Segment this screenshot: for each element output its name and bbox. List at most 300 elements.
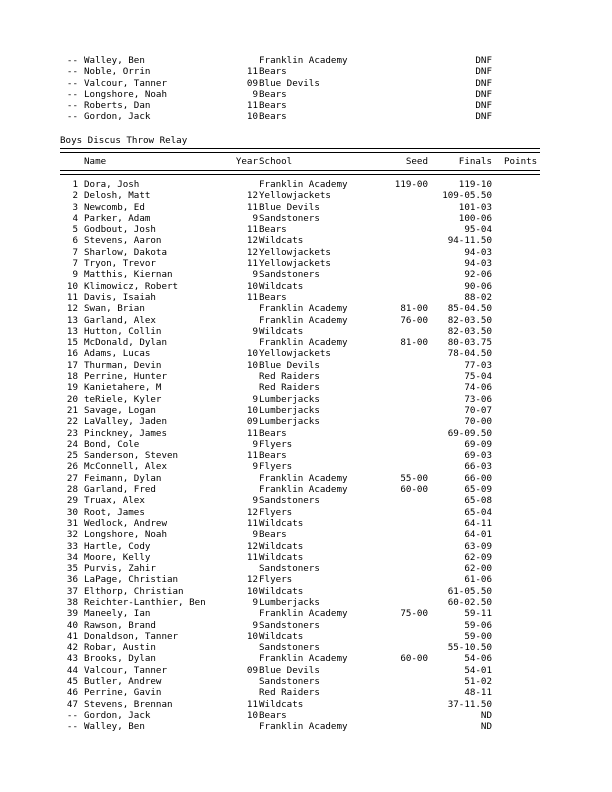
school-cell: Blue Devils — [259, 359, 320, 371]
place-cell: 23 — [66, 427, 78, 439]
school-cell: Bears — [259, 529, 287, 541]
place-cell: 4 — [72, 212, 78, 224]
table-row — [60, 326, 544, 337]
table-row — [60, 89, 544, 100]
school-cell: Lumberjacks — [259, 393, 320, 405]
header-rule-bottom — [60, 170, 540, 175]
place-cell: 21 — [66, 404, 78, 416]
table-row — [60, 235, 544, 246]
table-row — [60, 78, 544, 89]
athlete-name: Truax, Alex — [84, 495, 145, 507]
final-mark: 94-03 — [464, 246, 492, 258]
athlete-name: Walley, Ben — [84, 721, 145, 733]
school-cell: Wildcats — [259, 698, 304, 710]
final-mark: 109-05.50 — [442, 190, 492, 202]
place-cell: 1 — [72, 179, 78, 190]
place-cell: 24 — [66, 438, 78, 450]
school-cell: Bears — [259, 709, 287, 721]
athlete-name: Gordon, Jack — [84, 111, 151, 123]
athlete-name: Root, James — [84, 506, 145, 518]
school-cell: Sandstoners — [259, 495, 320, 507]
table-row — [60, 66, 544, 77]
athlete-name: Purvis, Zahir — [84, 563, 156, 575]
place-cell: 45 — [66, 676, 78, 688]
seed-cell: 75-00 — [400, 608, 428, 620]
final-mark: 69-09.50 — [447, 427, 492, 439]
place-cell: 28 — [66, 484, 78, 496]
year-cell: 9 — [252, 325, 258, 337]
school-cell: Yellowjackets — [259, 258, 331, 270]
table-row — [60, 665, 544, 676]
athlete-name: Perrine, Gavin — [84, 687, 162, 699]
final-mark: 62-00 — [464, 563, 492, 575]
seed-cell: 76-00 — [400, 314, 428, 326]
table-row — [60, 55, 544, 66]
school-cell: Bears — [259, 111, 287, 123]
school-cell: Wildcats — [259, 585, 304, 597]
final-mark: 94-11.50 — [447, 235, 492, 247]
place-cell: 13 — [66, 314, 78, 326]
table-row — [60, 529, 544, 540]
table-row — [60, 394, 544, 405]
final-mark: 59-11 — [464, 608, 492, 620]
school-cell: Bears — [259, 66, 287, 78]
athlete-name: Rawson, Brand — [84, 619, 156, 631]
table-row — [60, 315, 544, 326]
school-cell: Bears — [259, 291, 287, 303]
table-row — [60, 541, 544, 552]
place-cell: 38 — [66, 596, 78, 608]
final-mark: 62-09 — [464, 551, 492, 563]
place-cell: 2 — [72, 190, 78, 202]
place-cell: 13 — [66, 325, 78, 337]
place-cell: 37 — [66, 585, 78, 597]
year-cell: 10 — [246, 359, 258, 371]
school-cell: Sandstoners — [259, 676, 320, 688]
table-row — [60, 405, 544, 416]
table-row — [60, 190, 544, 201]
year-cell: 09 — [246, 416, 258, 428]
header-school: School — [259, 156, 293, 167]
place-cell: 16 — [66, 348, 78, 360]
table-row — [60, 224, 544, 235]
athlete-name: Stevens, Aaron — [84, 235, 162, 247]
school-cell: Bears — [259, 427, 287, 439]
header-points: Points — [504, 156, 538, 167]
school-cell: Flyers — [259, 438, 293, 450]
athlete-name: Moore, Kelly — [84, 551, 151, 563]
place-cell: -- — [66, 100, 78, 112]
table-row — [60, 495, 544, 506]
place-cell: 18 — [66, 371, 78, 383]
table-row — [60, 360, 544, 371]
school-cell: Bears — [259, 450, 287, 462]
athlete-name: Savage, Logan — [84, 404, 156, 416]
year-cell: 9 — [252, 393, 258, 405]
place-cell: 32 — [66, 529, 78, 541]
final-mark: 69-09 — [464, 438, 492, 450]
athlete-name: Matthis, Kiernan — [84, 269, 173, 281]
athlete-name: Wedlock, Andrew — [84, 517, 167, 529]
athlete-name: Roberts, Dan — [84, 100, 151, 112]
year-cell: 11 — [246, 224, 258, 236]
year-cell: 12 — [246, 574, 258, 586]
table-row — [60, 461, 544, 472]
table-row — [60, 281, 544, 292]
header-year: Year — [235, 156, 258, 167]
place-cell: 46 — [66, 687, 78, 699]
school-cell: Flyers — [259, 506, 293, 518]
athlete-name: Stevens, Brennan — [84, 698, 173, 710]
athlete-name: Dora, Josh — [84, 179, 140, 190]
school-cell: Blue Devils — [259, 201, 320, 213]
table-row — [60, 484, 544, 495]
place-cell: 31 — [66, 517, 78, 529]
place-cell: 42 — [66, 642, 78, 654]
place-cell: 25 — [66, 450, 78, 462]
table-row — [60, 721, 544, 732]
final-mark: 61-06 — [464, 574, 492, 586]
year-cell: 9 — [252, 495, 258, 507]
school-cell: Wildcats — [259, 325, 304, 337]
table-row — [60, 303, 544, 314]
table-row — [60, 563, 544, 574]
place-cell: 3 — [72, 201, 78, 213]
place-cell: -- — [66, 55, 78, 66]
year-cell: 9 — [252, 596, 258, 608]
final-mark: 54-01 — [464, 664, 492, 676]
place-cell: 12 — [66, 303, 78, 315]
table-row — [60, 348, 544, 359]
final-mark: 69-03 — [464, 450, 492, 462]
seed-cell: 119-00 — [394, 179, 428, 190]
place-cell: 5 — [72, 224, 78, 236]
school-cell: Wildcats — [259, 630, 304, 642]
school-cell: Yellowjackets — [259, 190, 331, 202]
final-mark: 88-02 — [464, 291, 492, 303]
athlete-name: Perrine, Hunter — [84, 371, 167, 383]
athlete-name: Kanietahere, M — [84, 382, 162, 394]
school-cell: Bears — [259, 100, 287, 112]
place-cell: -- — [66, 111, 78, 123]
place-cell: 36 — [66, 574, 78, 586]
table-row — [60, 473, 544, 484]
final-mark: 85-04.50 — [447, 303, 492, 315]
table-row — [60, 371, 544, 382]
table-row — [60, 416, 544, 427]
table-row — [60, 258, 544, 269]
school-cell: Franklin Academy — [259, 472, 348, 484]
athlete-name: Sanderson, Steven — [84, 450, 179, 462]
final-mark: 82-03.50 — [447, 314, 492, 326]
year-cell: 11 — [246, 551, 258, 563]
table-row — [60, 179, 544, 190]
final-mark: 65-09 — [464, 484, 492, 496]
athlete-name: Tryon, Trevor — [84, 258, 156, 270]
table-row — [60, 450, 544, 461]
athlete-name: Garland, Fred — [84, 484, 156, 496]
year-cell: 11 — [246, 66, 258, 78]
table-row — [60, 269, 544, 280]
place-cell: 10 — [66, 280, 78, 292]
table-row — [60, 699, 544, 710]
final-mark: 59-06 — [464, 619, 492, 631]
place-cell: 35 — [66, 563, 78, 575]
athlete-name: Newcomb, Ed — [84, 201, 145, 213]
table-row — [60, 202, 544, 213]
school-cell: Sandstoners — [259, 212, 320, 224]
final-mark: 61-05.50 — [447, 585, 492, 597]
place-cell: 15 — [66, 337, 78, 349]
final-mark: 77-03 — [464, 359, 492, 371]
athlete-name: Godbout, Josh — [84, 224, 156, 236]
place-cell: 6 — [72, 235, 78, 247]
place-cell: 17 — [66, 359, 78, 371]
final-mark: 100-06 — [458, 212, 492, 224]
year-cell: 11 — [246, 258, 258, 270]
athlete-name: Hartle, Cody — [84, 540, 151, 552]
athlete-name: Valcour, Tanner — [84, 77, 167, 89]
year-cell: 11 — [246, 427, 258, 439]
school-cell: Wildcats — [259, 235, 304, 247]
table-row — [60, 439, 544, 450]
school-cell: Flyers — [259, 461, 293, 473]
results-table — [60, 179, 544, 733]
athlete-name: Pinckney, James — [84, 427, 167, 439]
seed-cell: 60-00 — [400, 653, 428, 665]
school-cell: Wildcats — [259, 280, 304, 292]
athlete-name: teRiele, Kyler — [84, 393, 162, 405]
athlete-name: McConnell, Alex — [84, 461, 167, 473]
table-row — [60, 710, 544, 721]
year-cell: 09 — [246, 77, 258, 89]
final-mark: ND — [480, 709, 492, 721]
school-cell: Franklin Academy — [259, 314, 348, 326]
place-cell: 26 — [66, 461, 78, 473]
athlete-name: Adams, Lucas — [84, 348, 151, 360]
final-mark: 82-03.50 — [447, 325, 492, 337]
school-cell: Yellowjackets — [259, 246, 331, 258]
year-cell: 10 — [246, 111, 258, 123]
event-title: Boys Discus Throw Relay — [60, 135, 188, 146]
final-mark: 66-03 — [464, 461, 492, 473]
athlete-name: Garland, Alex — [84, 314, 156, 326]
place-cell: 11 — [66, 291, 78, 303]
place-cell: 40 — [66, 619, 78, 631]
final-mark: 66-00 — [464, 472, 492, 484]
place-cell: -- — [66, 88, 78, 100]
header-finals: Finals — [458, 156, 492, 167]
school-cell: Sandstoners — [259, 563, 320, 575]
athlete-name: Robar, Austin — [84, 642, 156, 654]
athlete-name: Gordon, Jack — [84, 709, 151, 721]
place-cell: 22 — [66, 416, 78, 428]
place-cell: 34 — [66, 551, 78, 563]
place-cell: 33 — [66, 540, 78, 552]
final-mark: 95-04 — [464, 224, 492, 236]
seed-cell: 60-00 — [400, 484, 428, 496]
final-mark: 74-06 — [464, 382, 492, 394]
year-cell: 10 — [246, 630, 258, 642]
school-cell: Franklin Academy — [259, 179, 348, 190]
year-cell: 12 — [246, 246, 258, 258]
place-cell: 30 — [66, 506, 78, 518]
athlete-name: Davis, Isaiah — [84, 291, 156, 303]
table-row — [60, 247, 544, 258]
place-cell: 27 — [66, 472, 78, 484]
place-cell: 19 — [66, 382, 78, 394]
athlete-name: Noble, Orrin — [84, 66, 151, 78]
athlete-name: Bond, Cole — [84, 438, 140, 450]
final-mark: 73-06 — [464, 393, 492, 405]
place-cell: 43 — [66, 653, 78, 665]
school-cell: Bears — [259, 88, 287, 100]
final-mark: ND — [480, 721, 492, 733]
table-row — [60, 292, 544, 303]
year-cell: 10 — [246, 404, 258, 416]
place-cell: 20 — [66, 393, 78, 405]
final-mark: 59-00 — [464, 630, 492, 642]
place-cell: 41 — [66, 630, 78, 642]
year-cell: 9 — [252, 269, 258, 281]
final-mark: 90-06 — [464, 280, 492, 292]
year-cell: 11 — [246, 698, 258, 710]
school-cell: Franklin Academy — [259, 721, 348, 733]
table-row — [60, 653, 544, 664]
school-cell: Wildcats — [259, 551, 304, 563]
year-cell: 11 — [246, 100, 258, 112]
final-mark: 75-04 — [464, 371, 492, 383]
final-mark: 51-02 — [464, 676, 492, 688]
year-cell: 12 — [246, 190, 258, 202]
final-mark: 119-10 — [458, 179, 492, 190]
athlete-name: LaPage, Christian — [84, 574, 179, 586]
athlete-name: Donaldson, Tanner — [84, 630, 179, 642]
place-cell: 9 — [72, 269, 78, 281]
final-mark: 37-11.50 — [447, 698, 492, 710]
place-cell: 47 — [66, 698, 78, 710]
athlete-name: Brooks, Dylan — [84, 653, 156, 665]
table-row — [60, 507, 544, 518]
school-cell: Bears — [259, 224, 287, 236]
athlete-name: LaValley, Jaden — [84, 416, 167, 428]
table-row — [60, 620, 544, 631]
school-cell: Blue Devils — [259, 664, 320, 676]
table-row — [60, 631, 544, 642]
place-cell: -- — [66, 709, 78, 721]
place-cell: -- — [66, 721, 78, 733]
table-row — [60, 518, 544, 529]
school-cell: Red Raiders — [259, 687, 320, 699]
school-cell: Sandstoners — [259, 269, 320, 281]
final-mark: 70-07 — [464, 404, 492, 416]
final-mark: 78-04.50 — [447, 348, 492, 360]
school-cell: Sandstoners — [259, 642, 320, 654]
school-cell: Franklin Academy — [259, 653, 348, 665]
athlete-name: Longshore, Noah — [84, 88, 167, 100]
table-row — [60, 586, 544, 597]
place-cell: -- — [66, 66, 78, 78]
school-cell: Lumberjacks — [259, 596, 320, 608]
final-mark: 92-06 — [464, 269, 492, 281]
place-cell: 29 — [66, 495, 78, 507]
year-cell: 12 — [246, 235, 258, 247]
table-row — [60, 382, 544, 393]
year-cell: 11 — [246, 450, 258, 462]
school-cell: Red Raiders — [259, 382, 320, 394]
final-mark: 101-03 — [458, 201, 492, 213]
place-cell: 7 — [72, 246, 78, 258]
final-mark: 80-03.75 — [447, 337, 492, 349]
school-cell: Franklin Academy — [259, 608, 348, 620]
school-cell: Lumberjacks — [259, 416, 320, 428]
year-cell: 11 — [246, 291, 258, 303]
final-mark: DNF — [475, 77, 492, 89]
year-cell: 9 — [252, 88, 258, 100]
year-cell: 09 — [246, 664, 258, 676]
final-mark: DNF — [475, 111, 492, 123]
final-mark: 64-01 — [464, 529, 492, 541]
athlete-name: Parker, Adam — [84, 212, 151, 224]
table-row — [60, 428, 544, 439]
table-row — [60, 597, 544, 608]
year-cell: 9 — [252, 619, 258, 631]
athlete-name: Elthorp, Christian — [84, 585, 184, 597]
place-cell: -- — [66, 77, 78, 89]
table-row — [60, 687, 544, 698]
final-mark: 60-02.50 — [447, 596, 492, 608]
table-row — [60, 111, 544, 122]
school-cell: Flyers — [259, 574, 293, 586]
final-mark: DNF — [475, 66, 492, 78]
school-cell: Red Raiders — [259, 371, 320, 383]
table-row — [60, 100, 544, 111]
school-cell: Wildcats — [259, 540, 304, 552]
header-name: Name — [84, 156, 107, 167]
athlete-name: Feimann, Dylan — [84, 472, 162, 484]
column-headers — [60, 156, 544, 167]
year-cell: 12 — [246, 506, 258, 518]
year-cell: 9 — [252, 212, 258, 224]
school-cell: Lumberjacks — [259, 404, 320, 416]
school-cell: Franklin Academy — [259, 337, 348, 349]
seed-cell: 81-00 — [400, 337, 428, 349]
final-mark: 65-04 — [464, 506, 492, 518]
previous-event-results — [60, 55, 544, 123]
year-cell: 11 — [246, 201, 258, 213]
athlete-name: Swan, Brian — [84, 303, 145, 315]
final-mark: 54-06 — [464, 653, 492, 665]
year-cell: 10 — [246, 585, 258, 597]
year-cell: 9 — [252, 461, 258, 473]
final-mark: 65-08 — [464, 495, 492, 507]
seed-cell: 81-00 — [400, 303, 428, 315]
athlete-name: McDonald, Dylan — [84, 337, 167, 349]
year-cell: 10 — [246, 709, 258, 721]
table-row — [60, 608, 544, 619]
year-cell: 10 — [246, 348, 258, 360]
final-mark: 63-09 — [464, 540, 492, 552]
athlete-name: Longshore, Noah — [84, 529, 167, 541]
school-cell: Franklin Academy — [259, 303, 348, 315]
athlete-name: Butler, Andrew — [84, 676, 162, 688]
table-row — [60, 213, 544, 224]
header-seed: Seed — [405, 156, 428, 167]
table-row — [60, 574, 544, 585]
header-rule-top — [60, 148, 540, 153]
table-row — [60, 337, 544, 348]
athlete-name: Reichter-Lanthier, Ben — [84, 596, 206, 608]
